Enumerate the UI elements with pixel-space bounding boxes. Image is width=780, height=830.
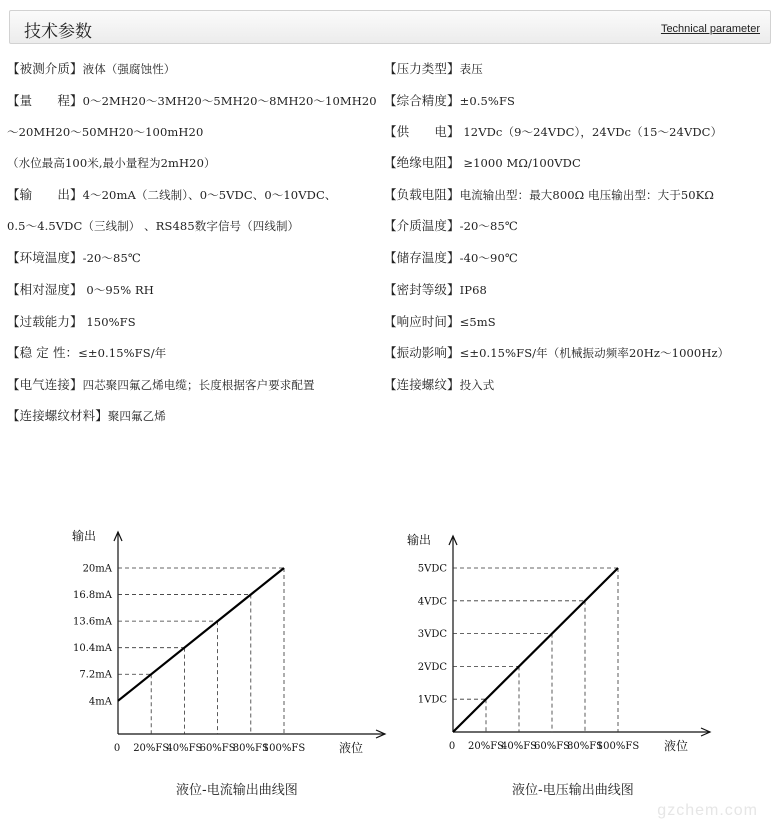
spec-value: 150%FS [82,315,136,329]
spec-value: -40～90℃ [459,251,518,265]
spec-value: （水位最高100米,最小量程为2mH20） [7,156,216,170]
spec-value: -20～85℃ [459,219,518,233]
spec-label: 【稳 定 性： [7,345,79,360]
current-chart-caption: 液位-电流输出曲线图 [176,783,298,798]
spec-row-right [384,345,729,361]
spec-row-left [7,93,377,109]
spec-row-right [384,61,483,77]
spec-label: 【相对湿度】 [7,282,83,297]
y-tick-label: 3VDC [417,629,447,641]
spec-value: 投入式 [459,378,495,392]
voltage-chart-caption: 液位-电压输出曲线图 [512,783,634,798]
spec-value: 液体（强腐蚀性） [82,62,176,76]
spec-row-left [7,187,336,203]
current-output-chart [55,529,364,760]
spec-label: 【环境温度】 [7,250,83,265]
spec-value: IP68 [459,283,487,297]
spec-label: 【绝缘电阻】 [384,155,460,170]
spec-row-left [7,314,136,330]
y-tick-label: 4mA [88,696,112,708]
spec-label: 【密封等级】 [384,282,460,297]
spec-value: 0～95% RH [82,283,154,297]
x-tick-label: 0 [113,743,121,754]
spec-row-right [384,187,714,203]
spec-label: 【输 出】 [7,187,83,202]
section-subtitle-link[interactable]: Technical parameter [660,23,760,35]
spec-value: 表压 [459,62,483,76]
spec-row-right [384,377,494,393]
spec-label: 【介质温度】 [384,218,460,233]
output-curve [118,568,284,701]
x-tick-label: 100%FS [596,741,640,752]
spec-value: ±0.5%FS [459,94,516,108]
spec-value: 4～20mA（二线制）、0～5VDC、0～10VDC、 [82,188,337,202]
x-tick-label: 20%FS [133,743,170,754]
spec-label: 【连接螺纹】 [384,377,460,392]
spec-value: 12VDc（9～24VDC），24VDc（15～24VDC） [459,125,723,139]
y-tick-label: 7.2mA [79,669,112,681]
spec-label: 【过载能力】 [7,314,83,329]
spec-row-left [7,218,299,234]
x-tick-label: 40%FS [166,743,203,754]
voltage-output-chart [405,520,705,760]
spec-row-right [384,250,518,266]
spec-row-right [384,282,487,298]
spec-row-left [7,408,166,424]
x-tick-label: 80%FS [566,741,604,752]
y-tick-label: 4VDC [417,596,447,608]
y-axis-label: 输出 [72,529,97,543]
spec-value: ≤±0.15%FS/年（机械振动频率20Hz～1000Hz） [459,346,730,360]
spec-label: 【量 程】 [7,93,83,108]
spec-row-right [384,218,518,234]
spec-label: 【连接螺纹材料】 [7,408,108,423]
spec-row-left [7,377,315,393]
spec-row-right [384,124,722,140]
x-tick-label: 60%FS [533,741,571,752]
x-axis-label: 液位 [339,741,364,755]
spec-row-left [7,345,166,361]
spec-label: 【压力类型】 [384,61,460,76]
x-tick-label: 60%FS [199,743,236,754]
x-tick-label: 80%FS [232,743,269,754]
x-tick-label: 20%FS [467,741,505,752]
spec-value: ～20MH20～50MH20～100mH20 [7,125,204,139]
spec-row-left [7,155,216,171]
spec-value: ≥1000 MΩ/100VDC [459,156,581,170]
spec-value: ≤5mS [459,315,496,329]
spec-label: 【被测介质】 [7,61,83,76]
spec-value: 电流输出型：最大800Ω 电压输出型：大于50KΩ [459,188,715,202]
x-axis-label: 液位 [664,739,689,753]
spec-value: 0.5～4.5VDC（三线制） 、RS485数字信号（四线制） [7,219,300,233]
spec-label: 【负载电阻】 [384,187,460,202]
y-tick-label: 16.8mA [73,590,112,602]
section-title: 技术参数 [24,22,92,42]
y-tick-label: 13.6mA [73,616,112,628]
spec-value: -20～85℃ [82,251,141,265]
y-tick-label: 10.4mA [73,643,112,655]
spec-label: 【振动影响】 [384,345,460,360]
spec-row-left [7,61,175,77]
y-tick-label: 5VDC [417,563,447,575]
y-tick-label: 1VDC [417,694,447,706]
spec-label: 【储存温度】 [384,250,460,265]
spec-row-right [384,314,496,330]
y-axis-label: 输出 [407,533,432,547]
spec-row-left [7,282,154,298]
spec-label: 【响应时间】 [384,314,460,329]
section-header [9,10,771,44]
x-tick-label: 100%FS [262,743,306,754]
spec-value: 聚四氟乙烯 [107,409,166,423]
spec-row-left [7,250,141,266]
spec-value: ≤±0.15%FS/年 [78,346,167,360]
spec-label: 【供 电】 [384,124,460,139]
y-tick-label: 20mA [82,563,112,575]
y-tick-label: 2VDC [417,661,447,673]
spec-row-left [7,124,203,140]
spec-row-right [384,155,581,171]
spec-row-right [384,93,515,109]
output-curve [453,568,618,732]
x-tick-label: 40%FS [500,741,538,752]
spec-label: 【电气连接】 [7,377,83,392]
spec-label: 【综合精度】 [384,93,460,108]
spec-value: 0～2MH20～3MH20～5MH20～8MH20～10MH20 [82,94,377,108]
x-tick-label: 0 [448,741,456,752]
watermark: gzchem.com [657,802,758,819]
spec-value: 四芯聚四氟乙烯电缆；长度根据客户要求配置 [82,378,315,392]
